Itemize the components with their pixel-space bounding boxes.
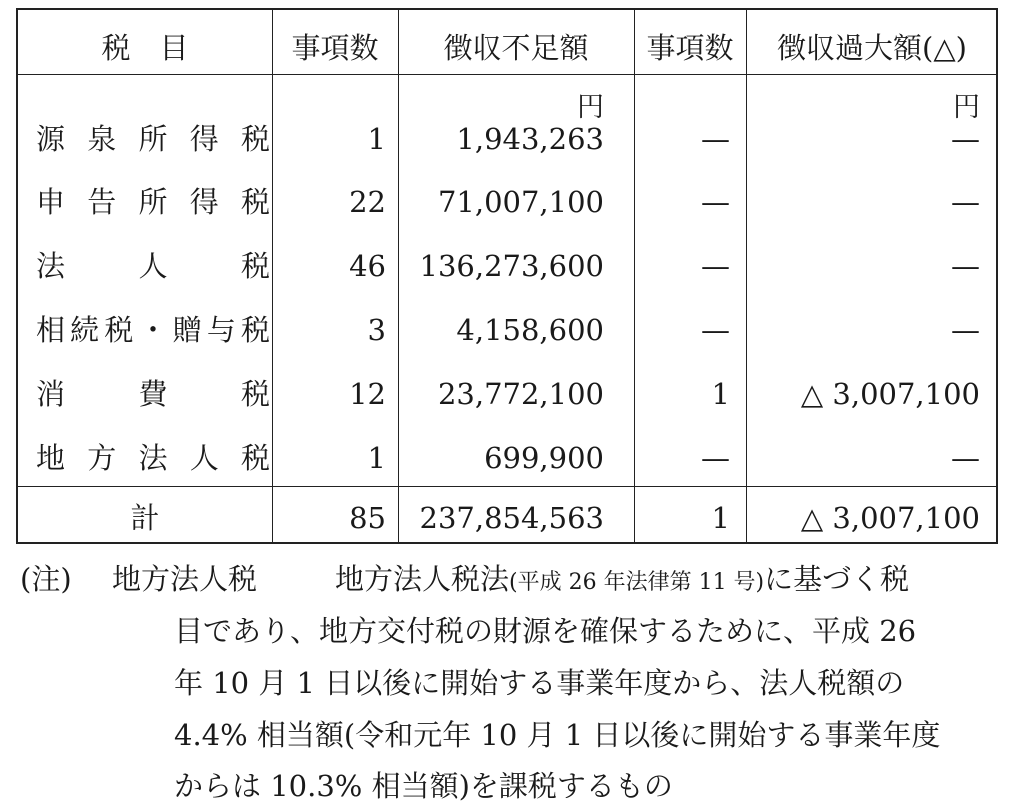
row-shortfall: 1,943,263	[456, 122, 604, 156]
header-tax-item: 税 目	[101, 31, 189, 65]
row-count1: 46	[349, 249, 386, 283]
row-shortfall: 4,158,600	[456, 313, 604, 347]
row-count2: —	[701, 249, 730, 283]
header-excess: 徴収過大額(△)	[777, 31, 967, 65]
row-tax-name: 申告所得税	[36, 185, 270, 219]
row-excess: —	[951, 249, 980, 283]
note-line-5: からは 10.3% 相当額)を課税するもの	[174, 769, 673, 803]
row-count1: 1	[367, 441, 386, 475]
row-tax-name: 消費税	[36, 377, 270, 411]
row-count2: 1	[711, 377, 730, 411]
row-shortfall: 71,007,100	[437, 185, 604, 219]
note-marker: (注)	[20, 562, 72, 596]
header-count1: 事項数	[291, 31, 379, 65]
note-law: 地方法人税法	[335, 562, 510, 596]
row-excess: △ 3,007,100	[800, 377, 980, 411]
row-shortfall: 136,273,600	[419, 249, 604, 283]
row-count2: —	[701, 441, 730, 475]
note-line-2: 目であり、地方交付税の財源を確保するために、平成 26	[174, 614, 917, 648]
row-excess: —	[951, 122, 980, 156]
header-divider	[18, 74, 996, 75]
note-term: 地方法人税	[112, 562, 258, 596]
total-excess: △ 3,007,100	[800, 501, 980, 535]
note-line-3: 年 10 月 1 日以後に開始する事業年度から、法人税額の	[174, 666, 905, 700]
header-shortfall: 徴収不足額	[443, 31, 589, 65]
row-count2: —	[701, 185, 730, 219]
row-tax-name: 法人税	[36, 249, 270, 283]
total-divider	[18, 486, 996, 487]
unit-excess: 円	[953, 92, 980, 123]
note-law-ref: (平成 26 年法律第 11 号)	[509, 570, 765, 595]
row-excess: —	[951, 441, 980, 475]
note-line-1	[335, 561, 909, 601]
row-count1: 12	[349, 377, 386, 411]
row-count2: —	[701, 122, 730, 156]
total-count1: 85	[349, 501, 386, 535]
tax-table	[16, 8, 998, 544]
header-count2: 事項数	[646, 31, 734, 65]
total-label: 計	[130, 501, 160, 535]
row-tax-name: 相続税・贈与税	[36, 313, 270, 347]
note-line-1-tail: に基づく税	[764, 562, 910, 596]
row-shortfall: 23,772,100	[437, 377, 604, 411]
unit-shortfall: 円	[577, 92, 604, 123]
row-shortfall: 699,900	[484, 441, 604, 475]
row-tax-name: 源泉所得税	[36, 122, 270, 156]
row-count2: —	[701, 313, 730, 347]
row-excess: —	[951, 313, 980, 347]
row-count1: 22	[349, 185, 386, 219]
row-tax-name: 地方法人税	[36, 441, 270, 475]
row-excess: —	[951, 185, 980, 219]
total-shortfall: 237,854,563	[419, 501, 604, 535]
row-count1: 3	[367, 313, 386, 347]
note-line-4: 4.4% 相当額(令和元年 10 月 1 日以後に開始する事業年度	[174, 718, 941, 752]
row-count1: 1	[367, 122, 386, 156]
total-count2: 1	[711, 501, 730, 535]
